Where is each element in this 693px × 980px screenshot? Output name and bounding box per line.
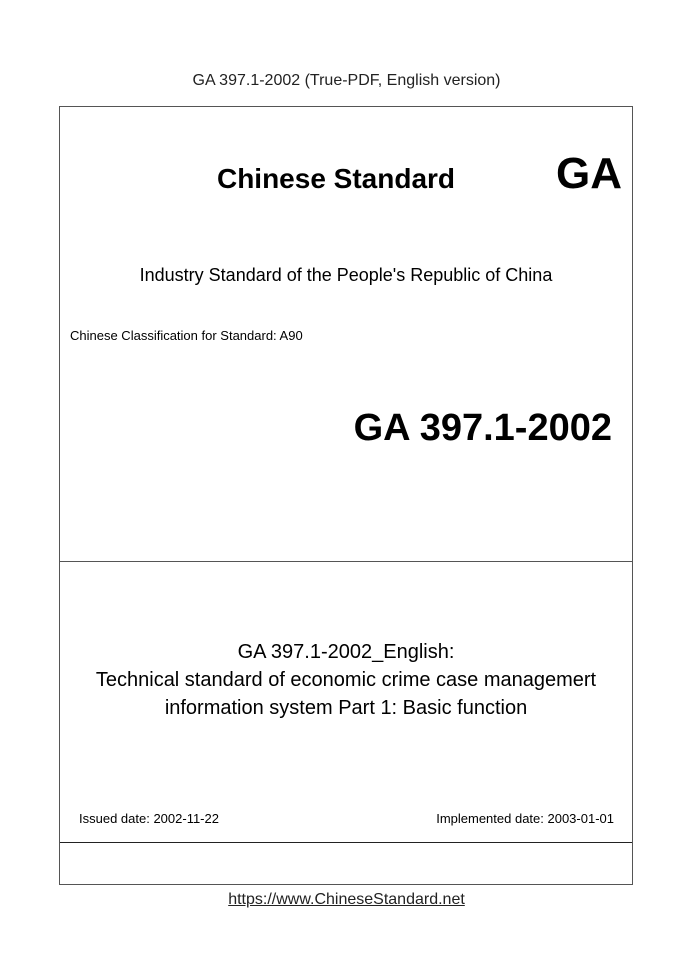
implemented-date: Implemented date: 2003-01-01 bbox=[436, 811, 614, 826]
industry-standard-line: Industry Standard of the People's Republic of China bbox=[139, 265, 553, 285]
cover-top-section bbox=[60, 107, 632, 562]
standard-number: GA 397.1-2002 bbox=[353, 407, 612, 449]
cover-frame bbox=[59, 106, 633, 885]
footer bbox=[0, 891, 693, 909]
standard-code: GA bbox=[556, 149, 622, 198]
document-header: GA 397.1-2002 (True-PDF, English version) bbox=[192, 72, 501, 89]
cover-title-section bbox=[60, 562, 632, 842]
issued-date: Issued date: 2002-11-22 bbox=[79, 811, 219, 826]
document-title bbox=[60, 638, 632, 722]
title-line-3: information system Part 1: Basic function bbox=[164, 697, 528, 719]
title-line-2: Technical standard of economic crime case managemert bbox=[95, 669, 597, 691]
standard-name: Chinese Standard bbox=[216, 163, 456, 194]
title-line-1: GA 397.1-2002_English: bbox=[237, 641, 455, 663]
website-link[interactable]: https://www.ChineseStandard.net bbox=[228, 891, 465, 908]
classification-line: Chinese Classification for Standard: A90 bbox=[70, 328, 303, 343]
bottom-empty-box bbox=[60, 842, 632, 885]
